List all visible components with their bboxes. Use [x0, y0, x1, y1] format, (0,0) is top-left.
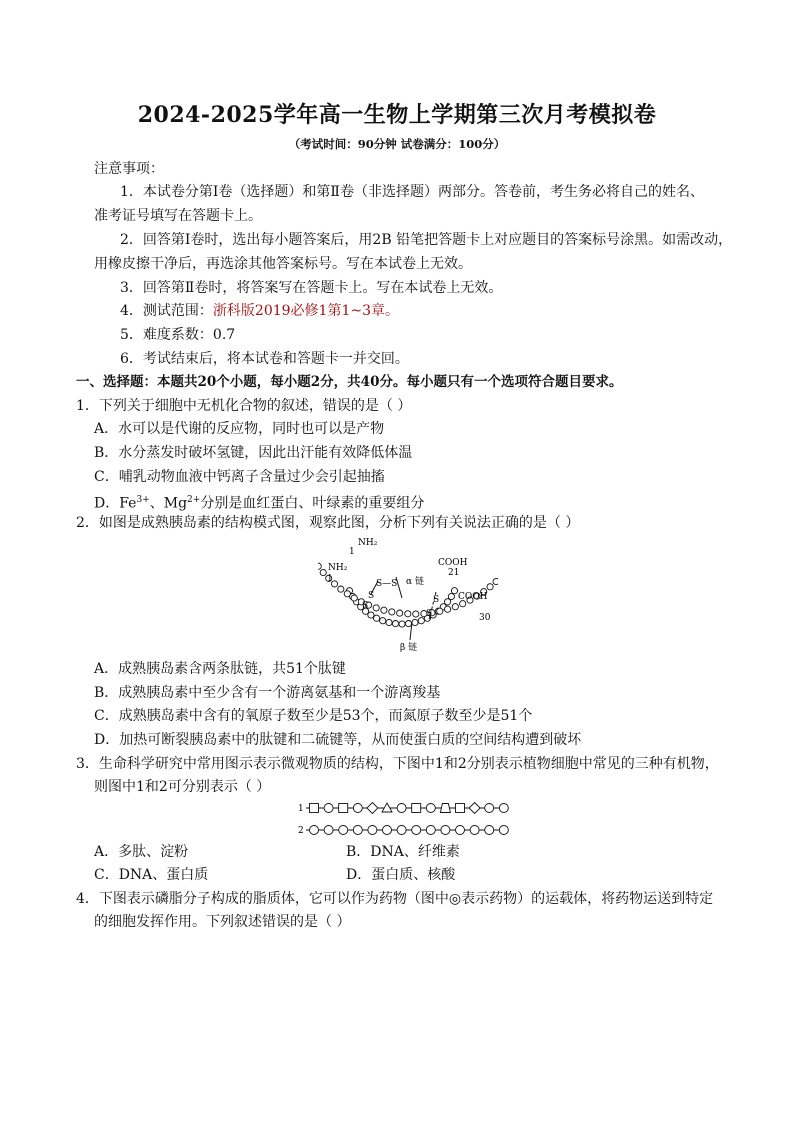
chain-2-number: 2 — [298, 826, 304, 836]
alpha-residue — [451, 588, 457, 594]
intrachain-ss-label: S—S — [376, 579, 398, 589]
q1-d-sup1: 3+ — [136, 495, 150, 505]
section-heading: 一、选择题：本题共20个小题，每小题2分，共40分。每小题只有一个选项符合题目要求。 — [76, 374, 623, 390]
beta-residue — [437, 608, 443, 614]
q1-option-a: A．水可以是代谢的反应物，同时也可以是产物 — [94, 421, 385, 437]
alpha-residue — [412, 619, 418, 625]
beta-residue — [452, 604, 458, 610]
q1-stem: 1．下列关于细胞中无机化合物的叙述，错误的是（ ） — [76, 398, 412, 414]
beta-residue — [397, 610, 403, 616]
beta-residue — [413, 611, 419, 617]
chain-1-monomer — [310, 804, 319, 813]
alpha-residue — [448, 593, 454, 599]
alpha-residue — [380, 618, 386, 624]
beta-residue — [381, 607, 387, 613]
alpha-residue — [405, 621, 411, 627]
q2-option-c: C．成熟胰岛素中含有的氧原子数至少是53个，而氮原子数至少是51个 — [94, 708, 533, 724]
chain-1-monomer — [426, 804, 435, 813]
chain-1-number: 1 — [298, 804, 304, 814]
alpha-cooh-label: COOH — [438, 558, 468, 568]
interchain-s-label-left-1: S — [368, 591, 375, 601]
alpha-residue — [374, 615, 380, 621]
q3-option-c: C．DNA、蛋白质 — [94, 867, 209, 883]
chain-2-monomer — [310, 826, 319, 835]
notice-item-1a: 1．本试卷分第Ⅰ卷（选择题）和第Ⅱ卷（非选择题）两部分。答卷前，考生务必将自己的姓名、 — [120, 184, 704, 200]
chain-2-monomer — [456, 826, 465, 835]
alpha-residue — [368, 612, 374, 618]
alpha-residue — [392, 621, 398, 627]
interchain-s-label-lower: S — [426, 609, 433, 619]
q4-stem-a: 4．下图表示磷脂分子构成的脂质体，它可以作为药物（图中◎表示药物）的运载体，将药物运送到特定 — [76, 891, 714, 907]
interchain-s-label-upper: S — [433, 595, 440, 605]
q1-d-sup2: 2+ — [187, 495, 201, 505]
chain-1-monomer — [440, 804, 450, 813]
beta-residue — [373, 605, 379, 611]
chain-2-monomer — [412, 826, 421, 835]
q1-d-mid: 、Mg — [149, 495, 188, 512]
q2-stem: 2．如图是成熟胰岛素的结构模式图，观察此图，分析下列有关说法正确的是（ ） — [76, 515, 580, 531]
chain-2-monomer — [339, 826, 348, 835]
alpha-residue — [399, 621, 405, 627]
q3-stem-b: 则图中1和2可分别表示（ ） — [94, 779, 271, 795]
chain-2-monomer — [324, 826, 333, 835]
q1-option-c: C．哺乳动物血液中钙离子含量过少会引起抽搐 — [94, 469, 385, 485]
chain-1-monomer — [353, 804, 362, 813]
notice-item-4 — [120, 302, 399, 320]
notice-item-2b: 用橡皮擦干净后，再选涂其他答案标号。写在本试卷上无效。 — [94, 256, 472, 272]
notice-item-3: 3．回答第Ⅱ卷时，将答案写在答题卡上。写在本试卷上无效。 — [120, 280, 503, 296]
q3-option-b: B．DNA、纤维素 — [346, 844, 460, 860]
beta-residue — [389, 609, 395, 615]
chain-1-monomer — [324, 804, 333, 813]
q1-d-post: 分别是血红蛋白、叶绿素的重要组分 — [200, 495, 425, 512]
beta-cooh-label: COOH — [458, 592, 488, 602]
chain-2-monomer — [397, 826, 406, 835]
beta-nh2-label: NH₂ — [328, 563, 348, 573]
notice-heading: 注意事项： — [94, 161, 164, 177]
beta-residue — [493, 578, 498, 584]
notice-item-6: 6．考试结束后，将本试卷和答题卡一并交回。 — [120, 351, 409, 367]
beta-start-number: 1 — [327, 574, 333, 584]
test-range: 浙科版2019必修1第1~3章。 — [212, 303, 400, 319]
q4-stem-b: 的细胞发挥作用。下列叙述错误的是（ ） — [94, 914, 351, 930]
beta-residue — [344, 591, 350, 597]
exam-subtitle: （考试时间：90分钟 试卷满分：100分） — [288, 137, 506, 151]
notice-item-1b: 准考证号填写在答题卡上。 — [94, 208, 262, 224]
beta-residue — [487, 584, 493, 590]
chain-1-monomer — [412, 804, 421, 813]
beta-residue — [318, 563, 321, 569]
beta-residue — [338, 586, 344, 592]
q2-option-b: B．成熟胰岛素中至少含有一个游离氨基和一个游离羧基 — [94, 685, 441, 701]
chain-2-monomer — [426, 826, 435, 835]
chain-1-monomer — [397, 804, 406, 813]
chain-1-monomer — [499, 804, 508, 813]
chain-2-monomer — [368, 826, 377, 835]
notice-item-4-prefix: 4．测试范围： — [120, 303, 213, 319]
notice-item-2a: 2．回答第Ⅰ卷时，选出每小题答案后，用2B 铅笔把答题卡上对应题目的答案标号涂黑。如需改动， — [120, 232, 733, 248]
q2-option-a: A．成熟胰岛素含两条肽链，共51个肽键 — [94, 661, 346, 677]
chain-1-monomer — [339, 804, 348, 813]
chain-2-monomer — [499, 826, 508, 835]
notice-item-5: 5．难度系数：0.7 — [120, 327, 236, 343]
alpha-residue — [418, 618, 424, 624]
q3-stem-a: 3．生命科学研究中常用图示表示微观物质的结构，下图中1和2分别表示植物细胞中常见的三种有机物， — [76, 756, 719, 772]
alpha-start-number: 1 — [349, 547, 355, 557]
beta-residue — [445, 606, 451, 612]
alpha-end-number: 21 — [448, 568, 460, 578]
q2-option-d: D．加热可断裂胰岛素中的肽键和二硫键等，从而使蛋白质的空间结构遭到破坏 — [94, 732, 582, 748]
alpha-nh2-label: NH₂ — [358, 538, 378, 548]
q3-option-a: A．多肽、淀粉 — [94, 844, 189, 860]
beta-chain-label: β 链 — [400, 643, 418, 653]
chain-1-monomer — [469, 803, 480, 814]
chain-2-monomer — [441, 826, 450, 835]
beta-residue — [351, 595, 357, 601]
beta-residue — [405, 611, 411, 617]
alpha-residue — [386, 619, 392, 625]
beta-end-number: 30 — [479, 613, 491, 623]
chain-2-monomer — [353, 826, 362, 835]
insulin-structure-figure — [318, 534, 498, 656]
chain-2-monomer — [470, 826, 479, 835]
q3-option-d: D．蛋白质、核酸 — [346, 867, 456, 883]
exam-title: 2024-2025学年高一生物上学期第三次月考模拟卷 — [137, 102, 657, 128]
chain-1-monomer — [485, 804, 494, 813]
chain-2-monomer — [485, 826, 494, 835]
chain-2-monomer — [383, 826, 392, 835]
chain-1-monomer — [367, 803, 378, 814]
chain-1-monomer — [456, 804, 465, 813]
q1-d-pre: D．Fe — [94, 495, 137, 512]
beta-residue — [320, 569, 326, 575]
interchain-s-label-left-2: S — [362, 601, 369, 611]
q1-option-b: B．水分蒸发时破坏氢键，因此出汗能有效降低体温 — [94, 445, 413, 461]
q1-option-d — [94, 491, 424, 513]
monomer-chain-figure — [296, 798, 520, 840]
alpha-chain-label: α 链 — [406, 577, 424, 587]
